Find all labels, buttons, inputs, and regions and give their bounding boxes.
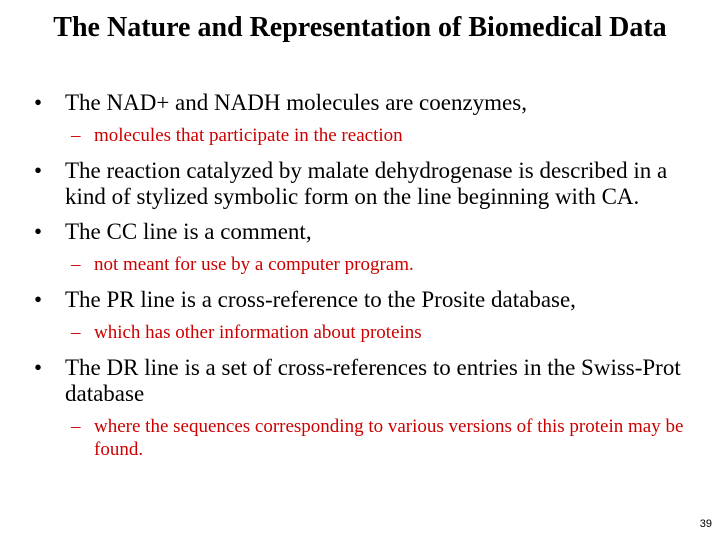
sub-bullet-item [34, 253, 694, 276]
bullet-text: The DR line is a set of cross-references to entries in the Swiss-Prot database [65, 355, 681, 406]
bullet-marker: • [34, 219, 43, 244]
bullet-item [34, 219, 694, 245]
sub-bullet-item [34, 124, 694, 147]
sub-bullet-marker: – [71, 125, 81, 146]
sub-bullet-marker: – [71, 416, 81, 437]
sub-bullet-text: not meant for use by a computer program. [94, 254, 414, 275]
bullet-item [34, 287, 694, 313]
bullet-item [34, 355, 694, 407]
slide-title: The Nature and Representation of Biomedical Data [53, 12, 667, 43]
bullet-text: The reaction catalyzed by malate dehydrogenase is described in a kind of stylized symbolic form on the line beginning with CA. [65, 158, 668, 209]
sub-bullet-text: which has other information about proteins [94, 322, 422, 343]
sub-bullet-text: molecules that participate in the reaction [94, 125, 403, 146]
bullet-list [34, 90, 694, 461]
sub-bullet-text: where the sequences corresponding to various versions of this protein may be found. [94, 416, 684, 460]
sub-bullet-marker: – [71, 322, 81, 343]
sub-bullet-item [34, 415, 694, 461]
bullet-marker: • [34, 90, 43, 115]
page-number: 39 [699, 518, 712, 530]
bullet-marker: • [34, 158, 43, 183]
bullet-item [34, 90, 694, 116]
bullet-text: The CC line is a comment, [65, 219, 312, 244]
sub-bullet-marker: – [71, 254, 81, 275]
bullet-text: The PR line is a cross-reference to the Prosite database, [65, 287, 576, 312]
sub-bullet-item [34, 321, 694, 344]
bullet-text: The NAD+ and NADH molecules are coenzymes, [65, 90, 527, 115]
bullet-marker: • [34, 355, 43, 380]
bullet-item [34, 158, 694, 210]
bullet-marker: • [34, 287, 43, 312]
